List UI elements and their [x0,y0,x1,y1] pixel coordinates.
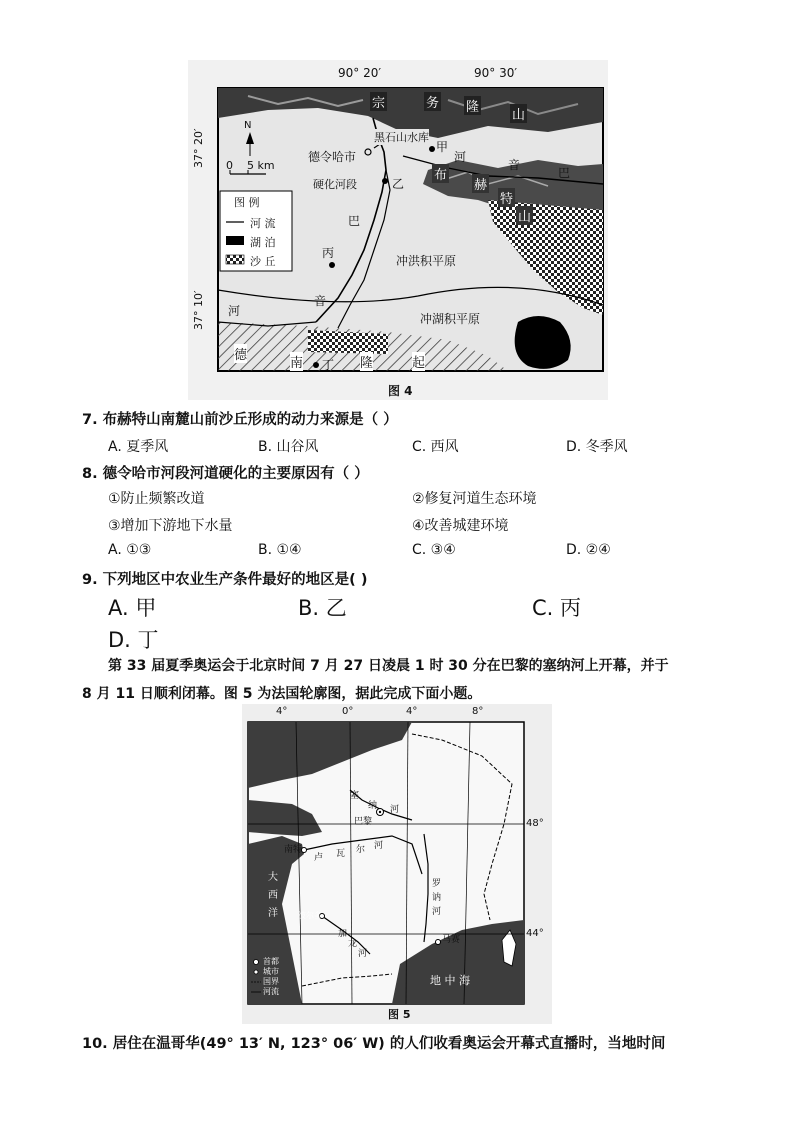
point-yi [382,178,388,184]
reservoir-label: 黑石山水库 [374,131,429,144]
lat-label-48: 48° [526,818,544,829]
uplift-char-3: 隆 [360,352,373,371]
paris-label: 巴黎 [354,817,373,827]
mountain2-char-3: 特 [498,188,515,207]
rhone-char-3: 河 [432,907,442,917]
legend-title: 图 例 [234,196,260,209]
q9-option-a: A. 甲 [108,596,157,620]
lon-label-1: 4° [276,706,288,717]
mountain1-char-2: 务 [424,92,441,111]
legend-border: 国界 [263,977,279,986]
lon-left-label: 90° 20′ [338,66,382,80]
loire-char-1: 卢 [314,853,324,863]
north-label: N [244,120,252,131]
map5-svg [242,704,552,1024]
mediterranean-label: 地 中 海 [430,974,470,987]
point-ding [313,362,319,368]
q7-stem: 7. 布赫特山南麓山前沙丘形成的动力来源是（ ） [82,412,398,428]
loire-char-4: 河 [374,841,384,851]
figure-5-map [242,704,552,1024]
label-yi: 乙 [392,177,405,191]
river-char-1: 河 [454,150,467,164]
uplift-char-2: 南 [290,352,303,371]
passage-line-2: 8 月 11 日顺利闭幕。图 5 为法国轮廓图，据此完成下面小题。 [82,686,482,702]
mountain1-char-4: 山 [510,104,527,123]
q8-option-d: D. ②④ [566,542,611,558]
q9-option-c: C. 丙 [532,596,582,620]
mountain1-char-3: 隆 [464,96,481,115]
city-label: 德令哈市 [308,150,357,164]
lon-label-4: 8° [472,706,484,717]
figure4-caption: 图 4 [388,384,413,398]
uplift-char-4: 起 [412,352,425,371]
point-bing [329,262,335,268]
passage-line-1: 第 33 届夏季奥运会于北京时间 7 月 27 日凌晨 1 时 30 分在巴黎的塞纳河上开幕，并于 [108,658,669,674]
q9-option-b: B. 乙 [298,596,347,620]
atlantic-char-1: 大 [268,872,278,883]
figure-4-map [188,60,608,400]
q8-stem: 8. 德令哈市河段河道硬化的主要原因有（ ） [82,466,369,482]
scale-label: 0 5 km [226,159,275,172]
q8-option-b: B. ①④ [258,542,302,558]
loire-char-2: 瓦 [336,849,346,859]
uplift-char-1: 德 [234,344,247,363]
lon-label-2: 0° [342,706,354,717]
rhone-char-2: 讷 [432,893,442,903]
marseille-label: 马赛 [442,935,461,945]
figure5-caption: 图 5 [388,1008,411,1021]
q7-option-c: C. 西风 [412,439,459,455]
seine-char-1: 塞 [350,791,360,801]
legend-lake: 湖 泊 [250,236,276,249]
point-jia [429,146,435,152]
garonne-char-2: 龙 [348,939,358,949]
label-bing: 丙 [322,246,335,260]
legend-capital: 首都 [263,957,279,966]
q9-stem: 9. 下列地区中农业生产条件最好的地区是( ) [82,572,368,588]
loire-char-3: 尔 [356,845,366,855]
mountain1-char-1: 宗 [370,92,387,111]
q8-item-1: ①防止频繁改道 [108,491,205,507]
q7-option-d: D. 冬季风 [566,439,628,455]
seine-char-2: 纳 [368,801,378,811]
q10-stem: 10. 居住在温哥华(49° 13′ N, 123° 06′ W) 的人们收看奥运会开幕式直播时，当地时间 [82,1036,666,1052]
river2-char-1: 巴 [348,214,361,228]
plain1-label: 冲洪积平原 [396,254,457,268]
seine-char-3: 河 [390,805,400,815]
lon-label-3: 4° [406,706,418,717]
q8-option-c: C. ③④ [412,542,456,558]
atlantic-char-3: 洋 [268,908,278,919]
bordeaux-label: 波尔多 [298,911,322,920]
legend-dune: 沙 丘 [250,255,276,268]
legend-river: 河 流 [250,217,276,230]
q9-option-d: D. 丁 [108,628,159,652]
mountain2-char-4: 山 [516,206,533,225]
river2-char-3: 河 [228,304,241,318]
q8-item-4: ④改善城建环境 [412,518,509,534]
hardened-label: 硬化河段 [313,178,357,191]
q8-item-2: ②修复河道生态环境 [412,491,537,507]
q7-option-b: B. 山谷风 [258,439,319,455]
rhone-char-1: 罗 [432,879,442,889]
garonne-char-3: 河 [358,949,368,959]
lat-label-44: 44° [526,928,544,939]
lon-right-label: 90° 30′ [474,66,518,80]
river-char-3: 巴 [558,166,571,180]
legend-river: 河流 [263,987,279,996]
label-jia: 甲 [436,140,449,154]
mountain2-char-2: 赫 [472,174,489,193]
q8-option-a: A. ①③ [108,542,152,558]
legend-city: 城市 [263,967,279,976]
river2-char-2: 音 [314,294,327,308]
q7-option-a: A. 夏季风 [108,439,169,455]
nantes-label: 南特 [284,845,303,855]
atlantic-char-2: 西 [268,890,278,901]
garonne-char-1: 加 [338,929,348,939]
label-ding: 丁 [322,358,335,372]
river-char-2: 音 [508,158,521,172]
mountain2-char-1: 布 [432,164,449,183]
plain2-label: 冲湖积平原 [420,312,481,326]
q8-item-3: ③增加下游地下水量 [108,518,233,534]
lat-top-label: 37° 20′ [192,128,205,168]
lat-bottom-label: 37° 10′ [192,290,205,330]
